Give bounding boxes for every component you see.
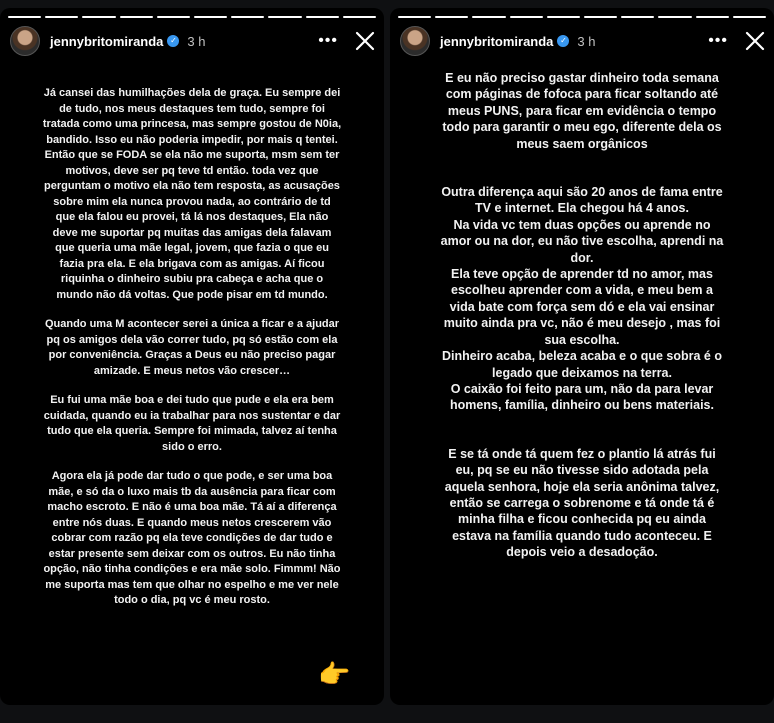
story-paragraph: Já cansei das humilhações dela de graça. Eu sempre dei de tudo, nos meus destaques tem tudo, sempre foi tratada como uma princesa, mas sempre gostou de N0ia, bandido. Isso eu não poderia impedir, por mais q tentei. Então que se FODA se ela não me suporta, msm sem ter motivos, deve ser pq teve td então. toda vez que perguntam o motivo ela não tem resposta, as acusações sobre mim ela nunca provou nada, ao contrário de td que ela falou eu provei, tá lá nos destaques, Ela não deve me suportar pq muitas das amigas dela falavam que queria uma mãe legal, jovem, que fazia o que eu fazia pra ela. E ela brigava com as amigas. Aí ficou riquinha o dinheiro subiu pra cabeça e acha que o mundo não dá voltas. Que pode pisar em td mundo. <box>42 87 342 301</box>
story-header <box>10 26 376 56</box>
post-time: 3 h <box>577 33 596 49</box>
progress-segment <box>472 16 505 18</box>
progress-segment <box>82 16 115 18</box>
story-panel-right[interactable] <box>390 8 774 705</box>
close-icon[interactable] <box>354 30 376 52</box>
progress-segment <box>306 16 339 18</box>
verified-badge-icon: ✓ <box>557 35 569 47</box>
story-paragraph: Quando uma M acontecer serei a única a ficar e a ajudar pq os amigos dela vão correr tudo, pq só estão com ela por conveniência. Graças a Deus eu não preciso pagar amizade. E meus netos vão crescer… <box>44 318 340 377</box>
verified-badge-icon: ✓ <box>167 35 179 47</box>
progress-segment <box>621 16 654 18</box>
progress-segment <box>435 16 468 18</box>
progress-segment <box>510 16 543 18</box>
pointing-hand-sticker: 👉 <box>318 660 351 690</box>
progress-segment <box>696 16 729 18</box>
avatar[interactable] <box>10 26 40 56</box>
progress-segment <box>157 16 190 18</box>
story-paragraph: E eu não preciso gastar dinheiro toda semana com páginas de fofoca para ficar soltando até meus PUNS, para ficar em evidência o tempo todo para garantir o meu ego, diferente dela os meus saem orgânicos <box>442 71 722 151</box>
story-panel-left[interactable] <box>0 8 384 705</box>
story-paragraph: O caixão foi feito para um, não da para levar homens, família, dinheiro ou bens materiais. <box>450 381 714 413</box>
progress-segment <box>584 16 617 18</box>
story-paragraph: E se tá onde tá quem fez o plantio lá atrás fui eu, pq se eu não tivesse sido adotada pela aquela senhora, hoje ela seria anônima talvez, então se carrega o sobrenome e tá onde tá é minha filha e ficou conhecida pq eu ainda estava na família quando tudo aconteceu. E depois veio a desadoção. <box>444 446 720 560</box>
story-progress-bar <box>398 16 766 18</box>
progress-segment <box>547 16 580 18</box>
story-paragraph: Na vida vc tem duas opções ou aprende no amor ou na dor, eu não tive escolha, aprendi na dor. <box>440 217 724 265</box>
post-time: 3 h <box>187 33 206 49</box>
username[interactable]: jennybritomiranda <box>440 33 554 49</box>
story-progress-bar <box>8 16 376 18</box>
story-paragraph: Dinheiro acaba, beleza acaba e o que sobra é o legado que deixamos na terra. <box>442 349 722 380</box>
username[interactable]: jennybritomiranda <box>50 33 164 49</box>
progress-segment <box>733 16 766 18</box>
progress-segment <box>343 16 376 18</box>
story-paragraph: Outra diferença aqui são 20 anos de fama entre TV e internet. Ela chegou há 4 anos. <box>441 185 723 216</box>
progress-segment <box>120 16 153 18</box>
story-text <box>42 86 342 609</box>
avatar[interactable] <box>400 26 430 56</box>
more-options-icon[interactable]: ••• <box>318 32 338 49</box>
story-text <box>440 70 725 561</box>
progress-segment <box>194 16 227 18</box>
progress-segment <box>231 16 264 18</box>
story-paragraph: Ela teve opção de aprender td no amor, mas escolheu aprender com a vida, e meu bem a vida bate com força sem dó e ela vai ensinar muito ainda pra vc, não é meu desejo , mas foi sua escolha. <box>443 267 721 347</box>
story-paragraph: Agora ela já pode dar tudo o que pode, e ser uma boa mãe, e só da o luxo mais tb da ausência para ficar com macho escroto. E não é uma boa mãe. Tá aí a diferença entre nós duas. E quando meus netos crescerem vão cobrar com razão pq ela teve condições de dar tudo e estar presente sem deixar com os outros. Eu não tinha opção, não tinha condições e era mãe solo. Fimmm! Não me suporta mas tem que olhar no espelho e me ver nele todo o dia, pq vc é meu rosto. <box>43 470 341 606</box>
more-options-icon[interactable]: ••• <box>708 32 728 49</box>
progress-segment <box>8 16 41 18</box>
progress-segment <box>45 16 78 18</box>
story-header <box>400 26 766 56</box>
close-icon[interactable] <box>744 30 766 52</box>
story-paragraph: Eu fui uma mãe boa e dei tudo que pude e ela era bem cuidada, quando eu ia trabalhar para nos sustentar e dar tudo que ela queria. Sempre foi mimada, talvez aí tenha sido o erro. <box>43 394 341 453</box>
progress-segment <box>658 16 691 18</box>
progress-segment <box>398 16 431 18</box>
progress-segment <box>268 16 301 18</box>
